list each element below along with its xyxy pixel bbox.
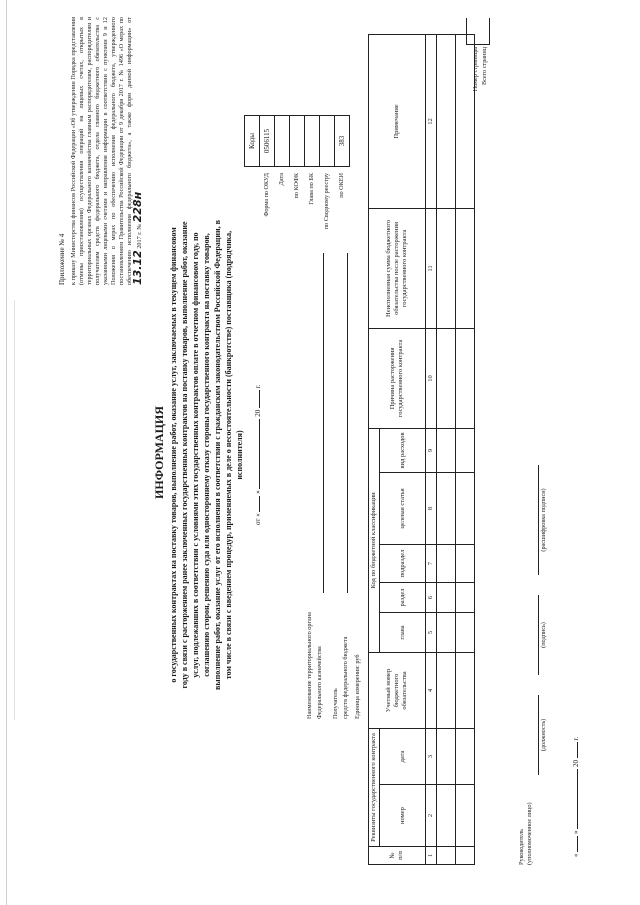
page-number-label: Номер страницы — [472, 47, 479, 92]
table-cell[interactable] — [456, 847, 475, 865]
table-cell[interactable] — [437, 785, 456, 847]
order-reference — [70, 17, 144, 285]
col-number: 10 — [426, 328, 437, 428]
table-cell[interactable] — [437, 583, 456, 613]
header-no: № п/п — [369, 847, 426, 865]
header-number: номер — [380, 785, 426, 847]
col-number: 4 — [426, 653, 437, 729]
sig-day-blank[interactable] — [577, 836, 578, 852]
date-suffix: г. — [254, 384, 262, 389]
table-cell[interactable] — [456, 473, 475, 545]
table-cell[interactable] — [437, 653, 456, 729]
total-pages-label: Всего страниц — [481, 47, 488, 86]
header-contract: Реквизиты государственного контракта — [369, 729, 380, 847]
date-century: 20 — [254, 409, 262, 417]
code-value-bk[interactable] — [305, 116, 320, 167]
code-label: по Сводному реестру — [323, 173, 330, 230]
sig-date-century: 20 — [572, 760, 580, 767]
document-subtitle — [168, 155, 245, 755]
table-cell[interactable] — [456, 208, 475, 328]
position-line[interactable] — [538, 695, 539, 775]
date-prefix: от « — [254, 513, 262, 525]
table-row — [456, 34, 475, 864]
col-number: 7 — [426, 545, 437, 583]
table-cell[interactable] — [437, 613, 456, 653]
col-number: 1 — [426, 847, 437, 865]
subtitle-line: выполнение работ, оказание услуг от его исполнения в соответствии с гражданским законодательством Российской Федерации, в — [213, 220, 222, 690]
col-number: 8 — [426, 473, 437, 545]
report-date-line — [254, 265, 263, 525]
code-label-spacer — [248, 173, 263, 247]
col-number: 9 — [426, 428, 437, 472]
table-cell[interactable] — [437, 545, 456, 583]
subtitle-line: том числе в связи с введением процедур, применяемых в деле о несостоятельности (банкротстве) поставщика (подрядчика, — [224, 230, 233, 680]
table-cell[interactable] — [456, 328, 475, 428]
codes-labels — [248, 173, 353, 247]
col-number: 3 — [426, 729, 437, 785]
subtitle-line: о государственных контрактах на поставку товаров, выполнение работ, оказание услуг, заключаемых в текущем финансовом — [169, 227, 178, 683]
subtitle-line: исполнителя) — [235, 430, 244, 480]
treasury-input-line[interactable] — [323, 253, 324, 593]
code-value-registry[interactable] — [320, 116, 335, 167]
code-label: Дата — [278, 173, 285, 186]
table-cell[interactable] — [456, 545, 475, 583]
col-number: 2 — [426, 785, 437, 847]
table-cell[interactable] — [456, 729, 475, 785]
table-cell[interactable] — [456, 613, 475, 653]
code-label: Форма по ОКУД — [263, 173, 270, 217]
code-value-kofk[interactable] — [290, 116, 305, 167]
date-year-blank[interactable] — [259, 390, 260, 408]
subtitle-line: услуг, подлежавших в соответствии с условиями этих государственных контрактов оплате в отчетном финансовом году, по — [191, 232, 200, 678]
table-cell[interactable] — [456, 428, 475, 472]
subtitle-line: году в связи с расторжением ранее заключенных государственных контрактов на поставку товаров, выполнение работ, оказание — [180, 221, 189, 689]
header-budget-code: Код по бюджетной классификации — [369, 428, 380, 652]
code-value-okud: 0506115 — [260, 116, 275, 167]
header-date: дата — [380, 729, 426, 785]
sig-date-suffix: г. — [572, 736, 580, 741]
table-cell[interactable] — [456, 785, 475, 847]
table-cell[interactable] — [437, 729, 456, 785]
sig-date-prefix: « — [572, 853, 580, 857]
page-counter-box[interactable] — [466, 18, 490, 45]
field-labels — [306, 559, 364, 719]
header-target: целевая статья — [380, 473, 426, 545]
table-row — [437, 34, 456, 864]
signatory-head: Руководитель — [518, 829, 525, 865]
sign-line[interactable] — [538, 595, 539, 675]
header-note: Примечание — [369, 34, 426, 208]
table-cell[interactable] — [437, 847, 456, 865]
header-amount: Неисполненная сумма бюджетного обязательства после расторжения государственного контракта — [369, 208, 426, 328]
codes-header: Коды — [245, 116, 260, 167]
code-value-date[interactable] — [275, 116, 290, 167]
col-number: 12 — [426, 34, 437, 208]
subtitle-line: соглашению сторон, решению суда или одностороннему отказу стороны государственного контракта на поставку товаров, — [202, 233, 211, 677]
col-number: 5 — [426, 613, 437, 653]
sig-date-mid: » — [572, 830, 580, 834]
col-number: 11 — [426, 208, 437, 328]
sig-month-blank[interactable] — [577, 769, 578, 829]
field-label-treasury: Федерального казначейства — [316, 646, 323, 719]
document-title: ИНФОРМАЦИЯ — [152, 406, 166, 499]
recipient-input-line[interactable] — [347, 253, 348, 593]
code-value-okei: 383 — [335, 116, 350, 167]
table-cell[interactable] — [437, 473, 456, 545]
date-month-blank[interactable] — [259, 419, 260, 489]
col-number: 6 — [426, 583, 437, 613]
date-day-blank[interactable] — [259, 496, 260, 512]
appendix-label: Приложение № 4 — [58, 233, 66, 285]
field-label-organ: Наименование территориального органа — [306, 612, 313, 719]
field-label-budget: средств федерального бюджета — [342, 636, 349, 719]
contracts-table — [368, 34, 475, 865]
date-mid: » — [254, 490, 262, 494]
header-reason: Причина расторжения государственного контракта — [369, 328, 426, 428]
header-section: раздел — [380, 583, 426, 613]
signature-date-line — [572, 697, 581, 857]
header-obligation: Учетный номер бюджетного обязательства — [369, 653, 426, 729]
signatory-label — [518, 765, 534, 865]
codes-table — [244, 115, 350, 167]
table-cell[interactable] — [437, 328, 456, 428]
table-cell[interactable] — [456, 653, 475, 729]
header-chapter: глава — [380, 613, 426, 653]
order-year: 2017 г. № — [136, 223, 143, 249]
header-expense: вид расходов — [380, 428, 426, 472]
decoding-line[interactable] — [538, 465, 539, 575]
order-date: 13.12 — [131, 250, 144, 285]
table-cell[interactable] — [437, 428, 456, 472]
code-label: Глава по БК — [308, 173, 315, 205]
signatory-authorized: (уполномоченное лицо) — [526, 802, 533, 865]
order-text: к приказу Министерства финансов Российской Федерации «Об утверждении Порядка представления (отмены приостановления) осуществления операций на лицевых счетах, открытых в территориальных органах Федерального казначейства главным распорядителям, распорядителям и получателям средств федерального бюджета, отдела главного бюджетного обязательства с указанными лицевыми счетами и направления информации в соответствии с пунктами 9 и 12 Положения о мерах по обеспечению исполнения федерального бюджета, утвержденного постановлением Правительства Российской Федерации от 9 декабря 2017 г. № 1496 «О мерах по обеспечению исполнения федерального бюджета», а также форм данной информации» от — [70, 17, 133, 285]
order-number: 228н — [131, 191, 144, 223]
sig-year-blank[interactable] — [577, 742, 578, 758]
header-subsection: подраздел — [380, 545, 426, 583]
table-cell[interactable] — [437, 34, 456, 208]
field-label-unit: Единица измерения: руб — [354, 654, 361, 719]
page-counter-labels — [472, 47, 490, 121]
table-cell[interactable] — [456, 583, 475, 613]
sign-caption: (подпись) — [540, 622, 547, 648]
code-label: по ОКЕИ — [338, 173, 345, 198]
position-caption: (должность) — [540, 718, 547, 752]
table-cell[interactable] — [437, 208, 456, 328]
code-label: по КОФК — [293, 173, 300, 199]
field-label-recipient: Получатель — [332, 688, 339, 719]
decoding-caption: (расшифровка подписи) — [540, 488, 547, 552]
